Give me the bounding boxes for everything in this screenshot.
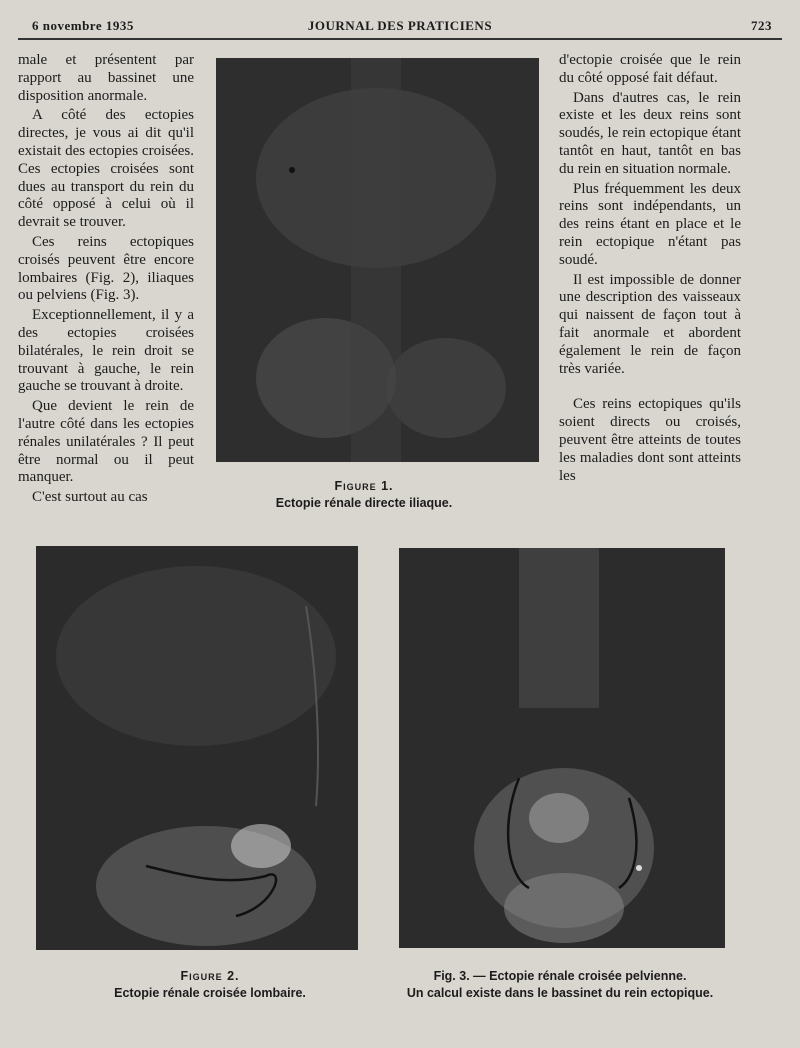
figure-2-caption — [80, 968, 340, 1002]
paragraph: Ces reins ectopiques qu'ils soient directs ou croisés, peuvent être atteints de toutes les maladies dont sont atteints les — [559, 396, 741, 484]
radiograph-image — [399, 548, 725, 948]
paragraph: Dans d'autres cas, le rein existe et les deux reins sont soudés, le rein ectopique étant tantôt en haut, tantôt en bas du rein en situation normale. — [559, 89, 741, 177]
right-text-column — [559, 52, 741, 485]
figure-3-radiograph — [399, 548, 725, 948]
page-header — [18, 14, 782, 40]
radiograph-image — [36, 546, 358, 950]
figure-caption-text: Ectopie rénale croisée lombaire. — [114, 986, 306, 1000]
figure-label: Figure 1. — [334, 479, 394, 493]
paragraph: male et présentent par rapport au bassinet une disposition anormale. — [18, 52, 194, 104]
paragraph: Ces reins ectopiques croisés peuvent être encore lombaires (Fig. 2), iliaques ou pelviens (Fig. 3). — [18, 233, 194, 304]
header-date: 6 novembre 1935 — [32, 18, 134, 33]
figure-3-caption — [390, 968, 730, 1002]
paragraph: Plus fréquemment les deux reins sont indépendants, un des reins étant en place et le rein ectopique n'étant pas soudé. — [559, 180, 741, 268]
figure-1-caption — [256, 478, 472, 512]
figure-caption-text: Un calcul existe dans le bassinet du rein ectopique. — [406, 986, 714, 1000]
paragraph: Que devient le rein de l'autre côté dans les ectopies rénales unilatérales ? Il peut être normal ou il peut manquer. — [18, 398, 194, 486]
header-journal-title: JOURNAL DES PRATICIENS — [307, 18, 493, 33]
figure-label: Figure 2. — [180, 969, 240, 983]
paragraph: Il est impossible de donner une description des vaisseaux qui naissent de façon tout à fait anormale et abordent également le rein de façon très variée. — [559, 271, 741, 377]
paragraph: C'est surtout au cas — [32, 489, 148, 506]
paragraph: Exceptionnellement, il y a des ectopies croisées bilatérales, le rein droit se trouvant à gauche, le rein gauche se trouvant à droite. — [18, 307, 194, 395]
left-text-column — [18, 52, 194, 507]
header-page-number: 723 — [751, 18, 772, 33]
figure-2-radiograph — [36, 546, 358, 950]
figure-label: Fig. 3. — Ectopie rénale croisée pelvienne. — [433, 969, 687, 983]
paragraph: d'ectopie croisée que le rein du côté opposé fait défaut. — [559, 52, 741, 86]
figure-caption-text: Ectopie rénale directe iliaque. — [275, 496, 453, 510]
paragraph: A côté des ectopies directes, je vous ai dit qu'il existait des ectopies croisées. Ces ectopies croisées sont dues au transport du rein du côté opposé à celui où il devrait se trouver. — [18, 107, 194, 231]
radiograph-image — [216, 58, 539, 462]
figure-1-radiograph — [216, 58, 539, 462]
